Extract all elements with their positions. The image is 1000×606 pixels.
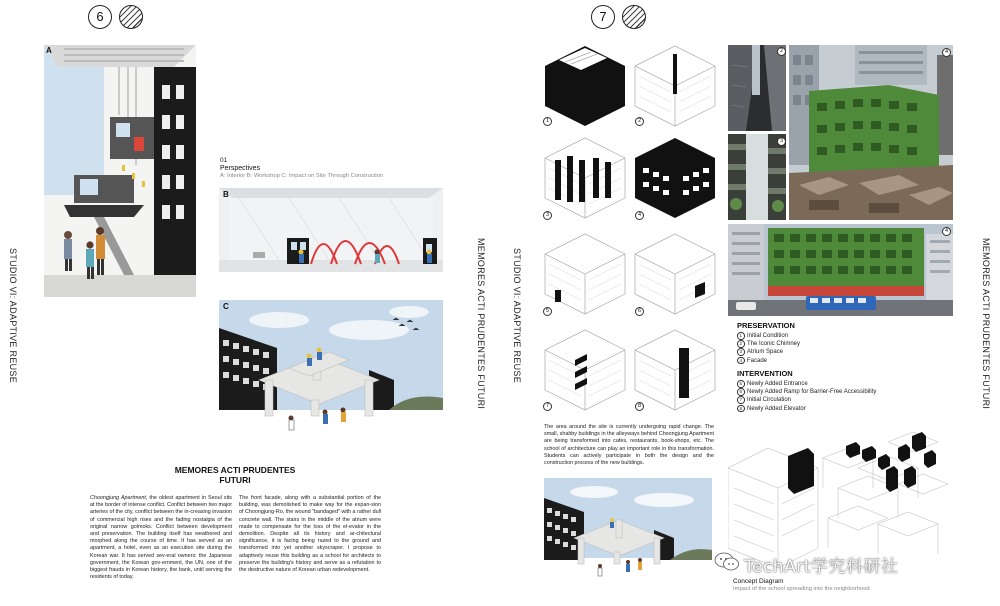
legend-item	[737, 405, 937, 413]
diagram-number-6: 6	[635, 307, 644, 316]
wechat-icon	[714, 551, 740, 573]
photo-number-3: 3	[777, 137, 786, 146]
diagram-number-8: 8	[635, 402, 644, 411]
photo-number-4: 4	[942, 48, 951, 57]
legend-item	[737, 340, 937, 348]
perspectives-title: Perspectives	[220, 165, 261, 172]
legend-label: Facade	[747, 357, 768, 364]
diagram-number-5: 5	[543, 307, 552, 316]
diagram-number-4: 4	[635, 211, 644, 220]
panel-a-label: A	[46, 46, 52, 55]
panel-c-label: C	[223, 302, 229, 311]
construction-thumbnail	[544, 478, 712, 582]
page-number-left: 6	[88, 5, 112, 29]
perspective-c-construction	[219, 300, 443, 440]
side-title-studio: STUDIO VI: ADAPTIVE REUSE	[8, 248, 18, 384]
legend-item	[737, 348, 937, 356]
perspectives-number: 01	[220, 157, 228, 164]
left-page-heading: MEMORES ACTI PRUDENTES FUTURI	[174, 465, 296, 485]
legend-number: 1	[737, 332, 745, 340]
legend-number: 4	[737, 357, 745, 365]
legend-label: Atrium Space	[747, 349, 784, 356]
legend-number: 3	[737, 348, 745, 356]
panel-b-label: B	[223, 190, 229, 199]
legend-number: 8	[737, 405, 745, 413]
axonometric-diagram-grid	[541, 44, 719, 414]
diagram-number-1: 1	[543, 117, 552, 126]
legend-number: 5	[737, 380, 745, 388]
legend-label: Initial Circulation	[747, 397, 792, 404]
diagram-number-7: 7	[543, 402, 552, 411]
hatch-circle-icon	[119, 5, 143, 29]
legend-item	[737, 332, 937, 340]
legend-number: 6	[737, 388, 745, 396]
legend-item	[737, 357, 937, 365]
photo-green-facade	[789, 45, 953, 220]
legend-number: 2	[737, 340, 745, 348]
legend-intervention-title: INTERVENTION	[737, 369, 793, 378]
page-number-right: 7	[591, 5, 615, 29]
photo-atrium	[728, 134, 786, 220]
legend-label: Newly Added Ramp for Barrier-Free Accessibility	[747, 389, 877, 396]
diagram-number-3: 3	[543, 211, 552, 220]
photo-number-2: 2	[777, 47, 786, 56]
hatch-circle-icon	[622, 5, 646, 29]
legend-item	[737, 380, 937, 388]
area-change-text: The area around the site is currently undergoing rapid change. The small, shabby buildings in the alleyways behind Choongjung Apartment are being transformed into cafes, restaurants, book-shops, etc. The school of architecture can play an important role in this transformation. Students can actively participate in both the design and the construction process of the new buildings.	[544, 424, 714, 467]
legend-number: 7	[737, 396, 745, 404]
concept-diagram-caption: Impact of the school spreading into the neighborhood	[733, 586, 870, 592]
perspective-a-interior	[44, 45, 196, 297]
body-text-1: , the oldest apartment in Seoul sits at the border of intense conflict. Conflict between two major arteries of the city, conflict between the in-creasing invasion of commercial high rises and the fading nostalgia of the original narrow golmoks. Conflict between development and preservation. The building itself has weathered and morphed along the course of time. It has served as an apartment, a hotel, even as an execution site during the Korean war. It has served sev-eral owners: the Japanese government, the Korean gov-ernment, the UN, one of the biggest frauds in Korean history, the bank, until serving the residents of today.	[90, 495, 232, 581]
photo-chimney	[728, 45, 786, 131]
legend-label: Initial Condition	[747, 333, 789, 339]
concept-diagram-title: Concept Diagram	[733, 578, 784, 585]
watermark-text: TechArt学究科研社	[744, 557, 899, 577]
photo-number-4b: 4	[942, 227, 951, 236]
legend-preservation-title: PRESERVATION	[737, 321, 795, 330]
legend-item	[737, 396, 937, 404]
legend-label: Newly Added Entrance	[747, 381, 808, 387]
legend-label: Newly Added Elevator	[747, 405, 806, 412]
legend-item	[737, 388, 937, 396]
apartment-name: Choongjung Apartment	[90, 495, 146, 501]
legend-intervention	[737, 369, 937, 413]
side-title-motto: MEMORES ACTI PRUDENTES FUTURI	[476, 238, 486, 410]
perspectives-caption: A: Interior B: Workshop C: Impact on Site Through Construction	[220, 173, 384, 179]
side-title-studio-right: STUDIO VI: ADAPTIVE REUSE	[512, 248, 522, 384]
photo-street-view	[728, 224, 953, 316]
diagram-number-2: 2	[635, 117, 644, 126]
side-title-motto-right: MEMORES ACTI PRUDENTES FUTURI	[981, 238, 991, 410]
body-text-column-2: The front facade, along with a substantial portion of the building, was demolished to make way for the expan-sion of Choongjung-Ro, the wound "bandaged" with a rather dull concrete wall. The stairs in the middle of the atrium were made to compensate for the loss of the el-evator in the demolition. Despite all its history and ar-chitectural significance, it is facing being razed to the ground and transformed into yet another skyscraper. I propose to adaptively reuse this building as a school for architects to preserve the building's history and serve as a refutation to the destructive nature of Korean urban redevelopment.	[239, 495, 381, 574]
legend-preservation	[737, 321, 937, 365]
body-text-column-1	[90, 495, 232, 581]
perspective-b-workshop	[219, 188, 443, 272]
legend-label: The Iconic Chimney	[747, 341, 801, 348]
